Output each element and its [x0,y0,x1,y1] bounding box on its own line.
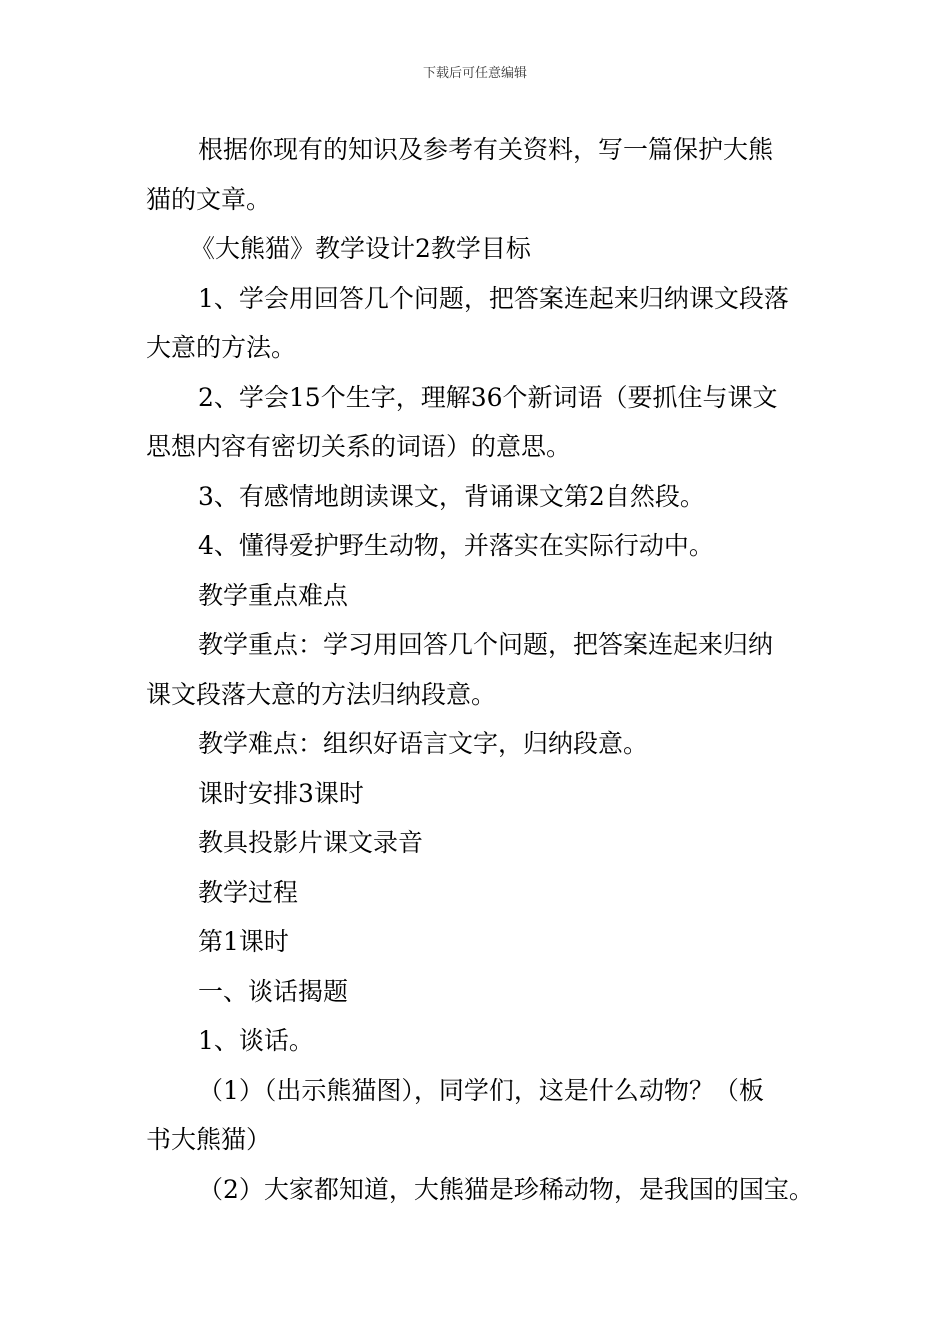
paragraph-line: 1、谈话。 [198,1026,314,1055]
paragraph-line: 根据你现有的知识及参考有关资料，写一篇保护大熊 [198,135,774,164]
section-heading: 教学重点难点 [198,580,349,610]
paragraph-line: 教具投影片课文录音 [198,828,424,857]
paragraph-line: 大意的方法。 [146,333,297,362]
section-heading: 一、谈话揭题 [198,976,349,1006]
paragraph-line: 教学重点：学习用回答几个问题，把答案连起来归纳 [198,630,774,659]
paragraph-line: 猫的文章。 [146,184,272,214]
page-header: 下载后可任意编辑 [422,66,527,81]
paragraph-line: 思想内容有密切关系的词语）的意思。 [146,432,572,461]
paragraph-line: 书大熊猫） [146,1125,272,1154]
paragraph-line: 4、懂得爱护野生动物，并落实在实际行动中。 [198,531,714,560]
paragraph-line: 课文段落大意的方法归纳段意。 [146,679,497,709]
paragraph-line: （1）（出示熊猫图），同学们，这是什么动物？（板 [198,1075,764,1105]
paragraph-line: 3、有感情地朗读课文，背诵课文第2自然段。 [198,481,705,511]
section-heading: 《大熊猫》教学设计2教学目标 [190,234,531,263]
paragraph-line: 教学难点：组织好语言文字，归纳段意。 [198,729,649,758]
paragraph-line: （2）大家都知道，大熊猫是珍稀动物，是我国的国宝。 [198,1174,814,1204]
paragraph-line: 1、学会用回答几个问题，把答案连起来归纳课文段落 [198,283,789,313]
paragraph-line: 课时安排3课时 [198,778,364,808]
paragraph-line: 2、学会15个生字，理解36个新词语（要抓住与课文 [198,382,778,412]
document-body [146,125,814,1214]
section-heading: 教学过程 [198,877,299,907]
section-heading: 第1课时 [198,927,289,956]
